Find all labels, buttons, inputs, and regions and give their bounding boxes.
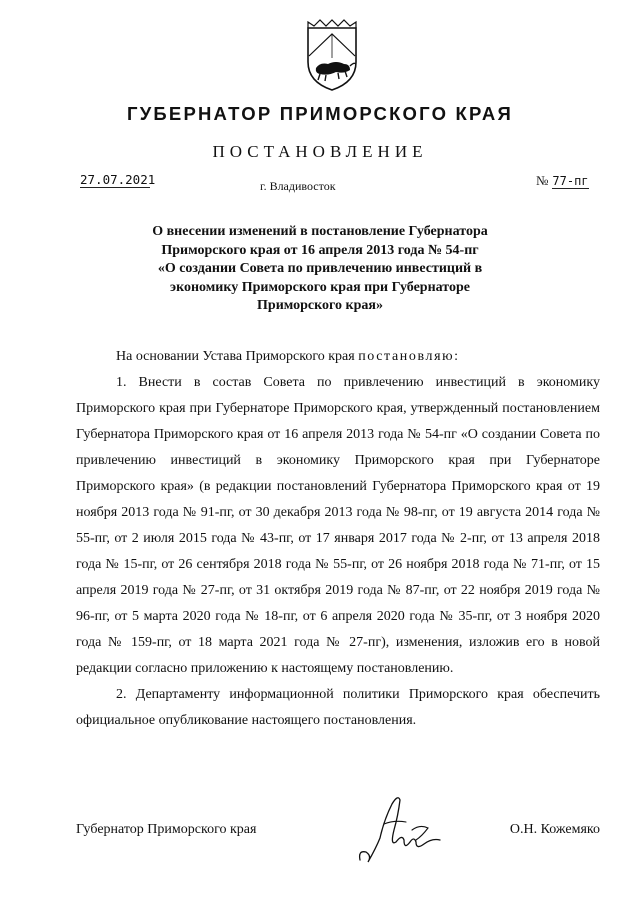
document-subject <box>120 223 520 316</box>
document-number-field <box>536 173 589 189</box>
subject-line: Приморского края от 16 апреля 2013 года № 54-пг <box>161 242 479 258</box>
subject-line: «О создании Совета по привлечению инвестиций в <box>157 261 483 276</box>
subject-line: О внесении изменений в постановление Губернатора <box>152 224 488 239</box>
intro-prefix: На основании Устава Приморского края <box>116 349 355 364</box>
document-number: 77-пг <box>552 174 589 188</box>
document-date: 27.07.2021 <box>80 172 156 187</box>
document-date-field <box>80 172 156 188</box>
document-type: ПОСТАНОВЛЕНИЕ <box>212 142 428 161</box>
authority-title: ГУБЕРНАТОР ПРИМОРСКОГО КРАЯ <box>127 103 513 124</box>
subject-line: экономику Приморского края при Губернаторе <box>170 279 470 295</box>
coat-of-arms-emblem <box>300 18 364 94</box>
document-city: г. Владивосток <box>260 179 336 193</box>
subject-line: Приморского края» <box>257 298 383 313</box>
intro-suffix: : <box>454 349 459 364</box>
intro-paragraph <box>76 344 600 370</box>
intro-decree-word: постановляю <box>358 349 455 364</box>
signatory-position: Губернатор Приморского края <box>76 822 257 837</box>
document-body <box>76 344 600 734</box>
signatory-name: О.Н. Кожемяко <box>509 822 600 837</box>
item-1-paragraph: 1. Внести в состав Совета по привлечению инвестиций в экономику Приморского края при Губернаторе Приморского края, утвержденный постановлением Губернатора Приморского края от 16 апреля 2013 года № 54-пг «О создании Совета по привлечению инвестиций в экономику Приморского края при Губернаторе Приморского края» (в редакции постановлений Губернатора Приморского края от 19 ноября 2013 года № 91-пг, от 30 декабря 2013 года № 98-пг, от 19 августа 2014 года № 55-пг, от 2 июля 2015 года № 43-пг, от 17 января 2017 года № 2-пг, от 13 апреля 2018 года № 15-пг, от 26 сентября 2018 года № 55-пг, от 26 ноября 2018 года № 71-пг, от 15 апреля 2019 года № 27-пг, от 31 октября 2019 года № 87-пг, от 22 ноября 2019 года № 96-пг, от 5 марта 2020 года № 18-пг, от 6 апреля 2020 года № 35-пг, от 3 ноября 2020 года № 159-пг, от 18 марта 2021 года № 27-пг), изменения, изложив его в новой редакции согласно приложению к настоящему постановлению. <box>76 375 600 676</box>
signature-block <box>76 822 600 842</box>
date-underline <box>80 187 150 188</box>
item-2-paragraph: 2. Департаменту информационной политики Приморского края обеспечить официальное опубликование настоящего постановления. <box>76 687 600 728</box>
number-sign: № <box>536 173 549 188</box>
